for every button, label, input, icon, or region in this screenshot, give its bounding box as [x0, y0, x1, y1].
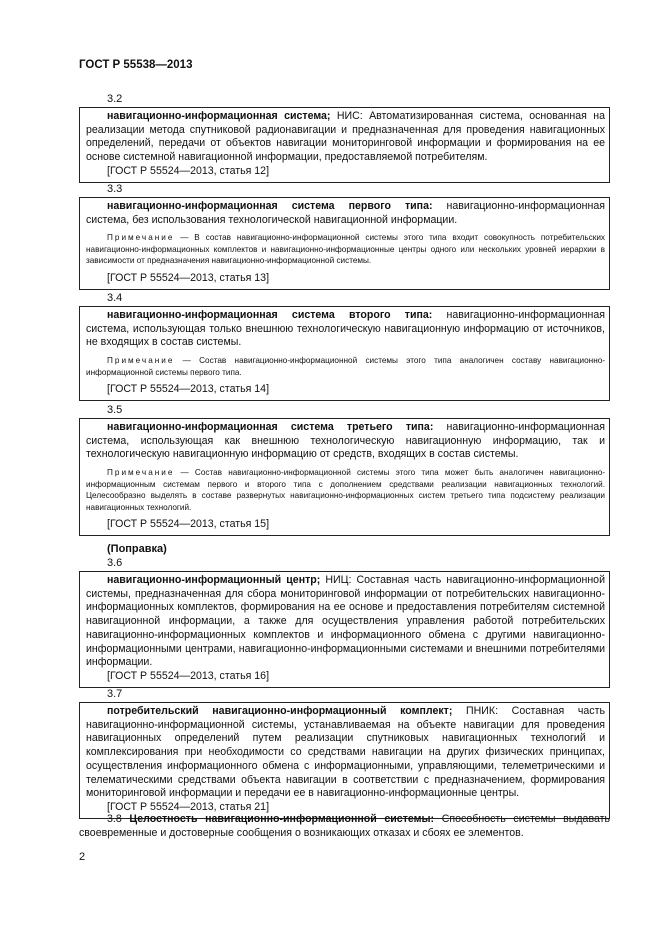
document-header: ГОСТ Р 55538—2013 [79, 59, 193, 71]
term-definition [86, 200, 605, 227]
amendment-label: (Поправка) [107, 543, 167, 555]
note-text: — В состав навигационно-информационной системы этого типа входит совокупность потребительских навигационно-информационных комплектов и навигационно-информационные центры одного или нескольких уровней иерархии в зависимости от предназначения навигационно-информационной системы. [86, 233, 605, 266]
final-paragraph [79, 813, 610, 840]
source-reference: [ГОСТ Р 55524—2013, статья 13] [107, 271, 270, 284]
term-definition [86, 421, 605, 462]
term: Целостность навигационно-информационной системы: [129, 813, 435, 825]
term: навигационно-информационный центр; [107, 574, 321, 586]
term: навигационно-информационная система третьего типа: [107, 421, 434, 433]
definition: НИС: Автоматизированная система, основанная на реализации метода спутниковой радионавигации и предназначенная для проведения навигационных определений, передачи от объектов навигации мониторинговой информации и формирования на ее основе системной навигационной информации, предоставляемой потребителям. [86, 110, 605, 164]
note [86, 467, 605, 513]
term: навигационно-информационная система; [107, 110, 331, 122]
source-reference: [ГОСТ Р 55524—2013, статья 21] [107, 800, 270, 813]
source-reference: [ГОСТ Р 55524—2013, статья 16] [107, 669, 270, 682]
term: навигационно-информационная система первого типа: [107, 200, 433, 212]
entry-number: 3.6 [107, 557, 123, 569]
note-label: Примечание [107, 356, 175, 366]
term-definition [86, 309, 605, 350]
entry-number: 3.5 [107, 404, 123, 416]
source-reference: [ГОСТ Р 55524—2013, статья 15] [107, 518, 270, 531]
definition: навигационно-информационная система, без использования технологической навигационной информации. [86, 200, 606, 226]
definition: Способность системы выдавать своевременные и достоверные сообщения о возникающих отказах и сбоях ее элементов. [79, 813, 610, 839]
note-label: Примечание [107, 468, 175, 478]
note [86, 232, 605, 267]
source-reference: [ГОСТ Р 55524—2013, статья 12] [107, 164, 270, 177]
term-definition [86, 574, 605, 670]
definition: навигационно-информационная система, использующая как внешнюю технологическую навигационную информацию, так и технологическую навигационную информацию от средств, входящих в состав системы. [86, 421, 605, 461]
definition: навигационно-информационная система, использующая только внешнюю технологическую навигационную информацию от источников, не входящих в состав системы. [86, 309, 605, 349]
entry-number: 3.4 [107, 292, 123, 304]
entry-number: 3.8 [107, 813, 122, 825]
page-number: 2 [79, 851, 86, 863]
entry-number: 3.3 [107, 183, 123, 195]
term: потребительский навигационно-информационный комплект; [107, 705, 453, 717]
term-definition [86, 110, 605, 165]
term: навигационно-информационная система второго типа: [107, 309, 433, 321]
term-box [79, 306, 610, 401]
definition: ПНИК: Составная часть навигационно-информационной системы, устанавливаемая на объекте навигации для проведения навигационных определений путем реализации спутниковых навигационных технологий и комплексирования при необходимости со средствами навигации на других физических принципах, осуществления информационного обмена с информационными, управляющими, телеметрическими и телематическими средствами объекта навигации в соответствии с предназначением, формирования мониторинговой информации и передачи ее в навигационно-информационные центры. [86, 705, 605, 800]
entry-number: 3.2 [107, 93, 123, 105]
term-definition [86, 705, 605, 801]
term-box [79, 702, 610, 819]
term-box [79, 107, 610, 183]
entry-number: 3.7 [107, 688, 123, 700]
definition: НИЦ: Составная часть навигационно-информационной системы, предназначенная для сбора мониторинговой информации от потребительских навигационно-информационных комплектов, формирования на ее основе и предоставления потребителям системной навигационной информации, а также для осуществления управления работой потребительских навигационно-информационных комплектов и информационного обмена с другими навигационно-информационными центрами, навигационно-информационными системами и внешними потребителями информации. [86, 574, 605, 669]
source-reference: [ГОСТ Р 55524—2013, статья 14] [107, 383, 270, 396]
term-box [79, 418, 610, 536]
note-label: Примечание [107, 233, 175, 243]
term-box [79, 197, 610, 290]
note-text: — Состав навигационно-информационной системы этого типа аналогичен составу навигационно-информационной системы первого типа. [86, 356, 605, 377]
term-box [79, 571, 610, 688]
note-text: — Состав навигационно-информационной системы этого типа может быть аналогичен навигационно-информационным системам первого и второго типа с дополнением средствами реализации навигационных технологий. Целесообразно выделять в составе развернутых навигационно-информационных систем третьего типа подсистему реализации навигационных технологий. [86, 468, 605, 512]
note [86, 355, 605, 378]
